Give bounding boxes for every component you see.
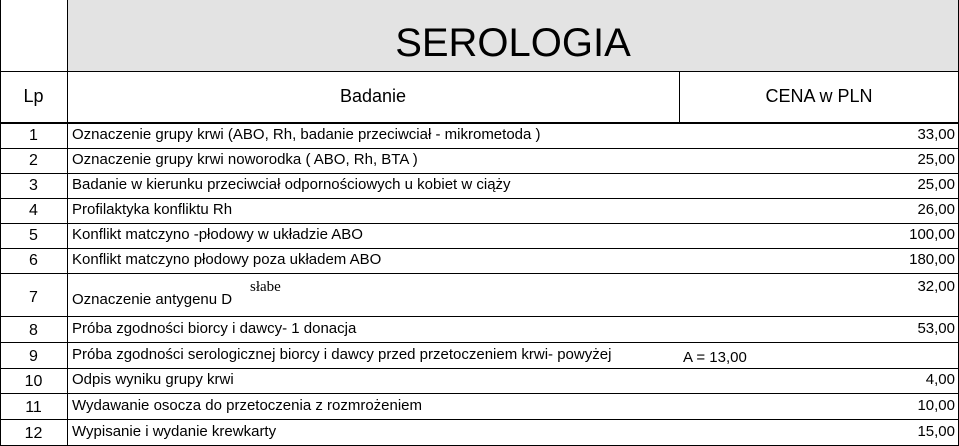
border-header-cena xyxy=(679,71,680,123)
row-lp: 11 xyxy=(25,399,42,416)
row-divider xyxy=(0,223,959,224)
row-lp: 4 xyxy=(29,202,38,219)
row-cena: A = 13,00 xyxy=(683,349,747,366)
row-badanie: Konflikt matczyno -płodowy w układzie ABO xyxy=(72,226,363,243)
row-cena: 25,00 xyxy=(917,176,955,193)
row-cena: 10,00 xyxy=(917,397,955,414)
row-badanie: Próba zgodności serologicznej biorcy i dawcy przed przetoczeniem krwi- powyżej xyxy=(72,346,612,363)
row-badanie: Profilaktyka konfliktu Rh xyxy=(72,201,233,218)
row-badanie: Odpis wyniku grupy krwi xyxy=(72,371,234,388)
row-badanie: Wydawanie osocza do przetoczenia z rozmrożeniem xyxy=(72,397,423,414)
row-cena: 180,00 xyxy=(909,251,955,268)
row-divider xyxy=(0,198,959,199)
row-badanie: Próba zgodności biorcy i dawcy- 1 donacja xyxy=(72,320,357,337)
row-lp: 7 xyxy=(29,289,38,306)
row-lp: 3 xyxy=(29,177,38,194)
row-cena: 26,00 xyxy=(917,201,955,218)
row-divider xyxy=(0,368,959,369)
row-cena: 33,00 xyxy=(917,126,955,143)
row-divider xyxy=(0,173,959,174)
row-divider xyxy=(0,316,959,317)
row-lp: 10 xyxy=(24,373,43,390)
row-badanie: Oznaczenie grupy krwi (ABO, Rh, badanie przeciwciał - mikrometoda ) xyxy=(72,126,541,143)
row-divider xyxy=(0,148,959,149)
row-badanie-superscript: słabe xyxy=(250,279,281,295)
border-header xyxy=(0,122,959,124)
row-lp: 8 xyxy=(29,322,38,339)
header-badanie: Badanie xyxy=(339,86,407,106)
row-lp: 2 xyxy=(29,152,38,169)
row-badanie: Badanie w kierunku przeciwciał odpornościowych u kobiet w ciąży xyxy=(72,176,511,193)
row-lp: 9 xyxy=(29,348,38,365)
border-title xyxy=(0,71,959,72)
row-lp: 1 xyxy=(29,127,38,144)
row-divider xyxy=(0,393,959,394)
row-divider xyxy=(0,248,959,249)
row-lp: 12 xyxy=(24,425,43,442)
page-title: SEROLOGIA xyxy=(395,21,631,65)
row-cena: 15,00 xyxy=(917,423,955,440)
header-lp: Lp xyxy=(23,86,44,106)
row-badanie: Wypisanie i wydanie krewkarty xyxy=(72,423,277,440)
row-badanie: Konflikt matczyno płodowy poza układem ABO xyxy=(72,251,382,268)
header-cena: CENA w PLN xyxy=(765,86,873,106)
row-cena: 25,00 xyxy=(917,151,955,168)
row-divider xyxy=(0,419,959,420)
row-lp: 6 xyxy=(29,252,38,269)
row-lp: 5 xyxy=(29,227,38,244)
row-divider xyxy=(0,342,959,343)
row-divider xyxy=(0,273,959,274)
row-cena: 53,00 xyxy=(917,320,955,337)
row-badanie: Oznaczenie grupy krwi noworodka ( ABO, Rh, BTA ) xyxy=(72,151,418,168)
row-cena: 4,00 xyxy=(925,371,955,388)
row-cena: 32,00 xyxy=(917,278,955,295)
row-cena: 100,00 xyxy=(909,226,955,243)
row-badanie: Oznaczenie antygenu D xyxy=(72,291,233,308)
